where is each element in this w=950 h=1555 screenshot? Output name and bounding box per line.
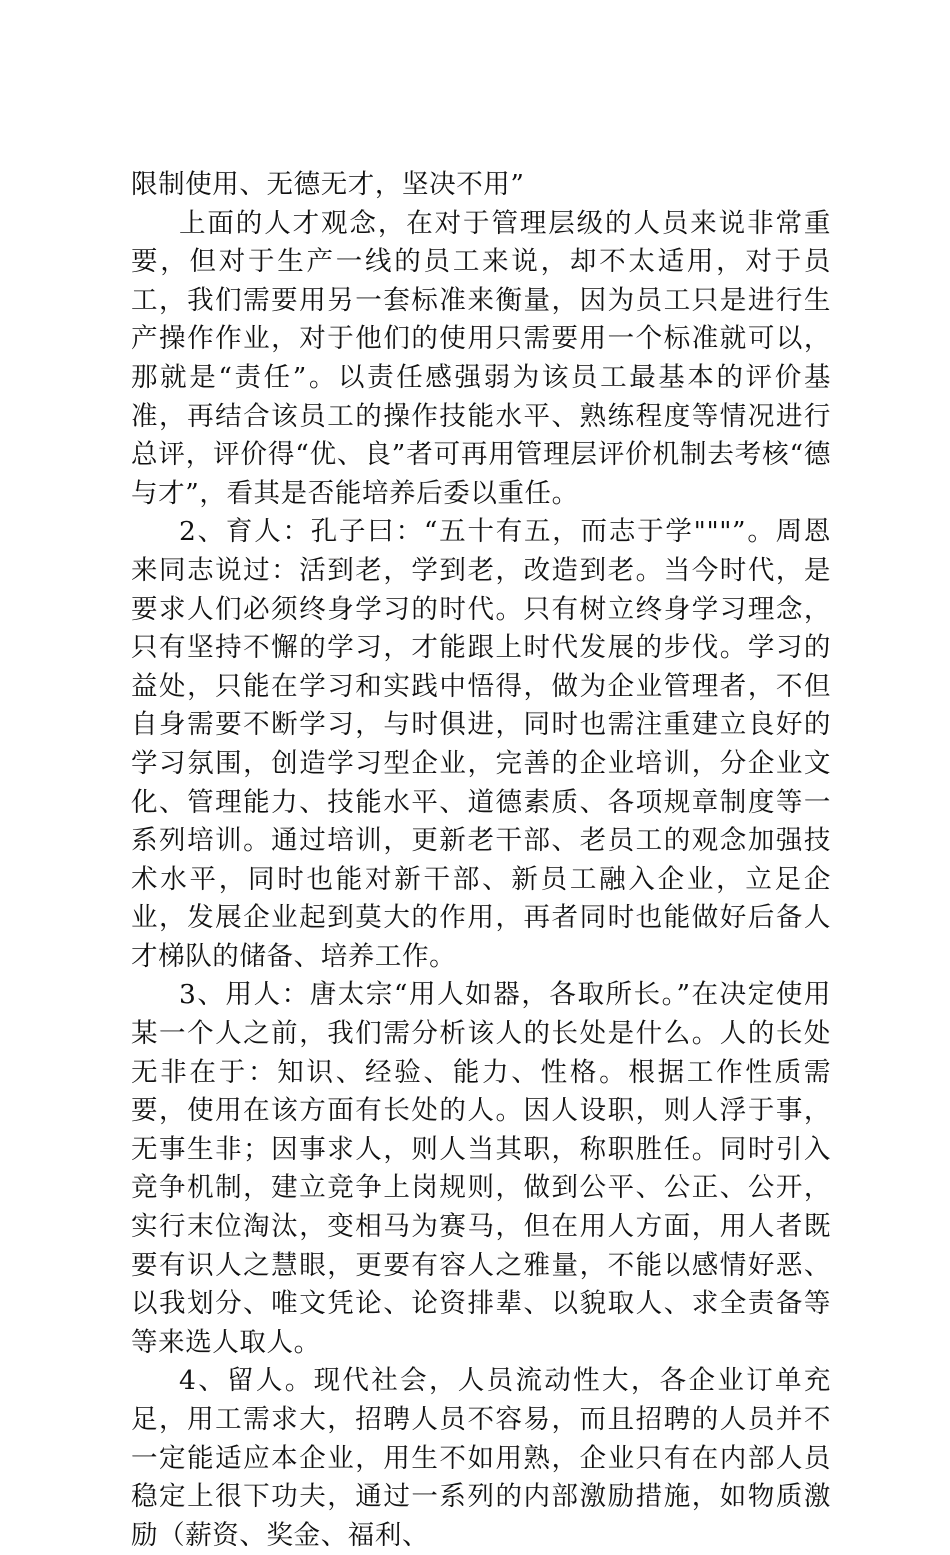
paragraph-retain-people: 4、留人。现代社会，人员流动性大，各企业订单充足，用工需求大，招聘人员不容易，而且招聘的人员并不一定能适应本企业，用生不如用熟，企业只有在内部人员稳定上很下功夫，通过一系列的内部激励措施，如物质激励（薪资、奖金、福利、	[131, 1365, 831, 1551]
paragraph-employ-people: 3、用人：唐太宗“用人如器，各取所长。”在决定使用某一个人之前，我们需分析该人的长处是什么。人的长处无非在于：知识、经验、能力、性格。根据工作性质需要，使用在该方面有长处的人。因人设职，则人浮于事，无事生非；因事求人，则人当其职，称职胜任。同时引入竞争机制，建立竞争上岗规则，做到公平、公正、公开，实行末位淘汰，变相马为赛马，但在用人方面，用人者既要有识人之慧眼，更要有容人之雅量，不能以感情好恶、以我划分、唯文凭论、论资排辈、以貌取人、求全责备等等来选人取人。	[131, 979, 831, 1358]
document-body	[131, 166, 831, 1555]
paragraph-continuation: 限制使用、无德无才，坚决不用”	[131, 169, 525, 200]
paragraph-educate-people: 2、育人：孔子曰：“五十有五，而志于学"""”。周恩来同志说过：活到老，学到老，改造到老。当今时代，是要求人们必须终身学习的时代。只有树立终身学习理念，只有坚持不懈的学习，才能跟上时代发展的步伐。学习的益处，只能在学习和实践中悟得，做为企业管理者，不但自身需要不断学习，与时俱进，同时也需注重建立良好的学习氛围，创造学习型企业，完善的企业培训，分企业文化、管理能力、技能水平、道德素质、各项规章制度等一系列培训。通过培训，更新老干部、老员工的观念加强技术水平，同时也能对新干部、新员工融入企业，立足企业，发展企业起到莫大的作用，再者同时也能做好后备人才梯队的储备、培养工作。	[131, 516, 831, 972]
paragraph-talent-concept: 上面的人才观念，在对于管理层级的人员来说非常重要，但对于生产一线的员工来说，却不太适用，对于员工，我们需要用另一套标准来衡量，因为员工只是进行生产操作作业，对于他们的使用只需要用一个标准就可以，那就是“责任”。以责任感强弱为该员工最基本的评价基准，再结合该员工的操作技能水平、熟练程度等情况进行总评，评价得“优、良”者可再用管理层评价机制去考核“德与才”，看其是否能培养后委以重任。	[131, 207, 831, 509]
